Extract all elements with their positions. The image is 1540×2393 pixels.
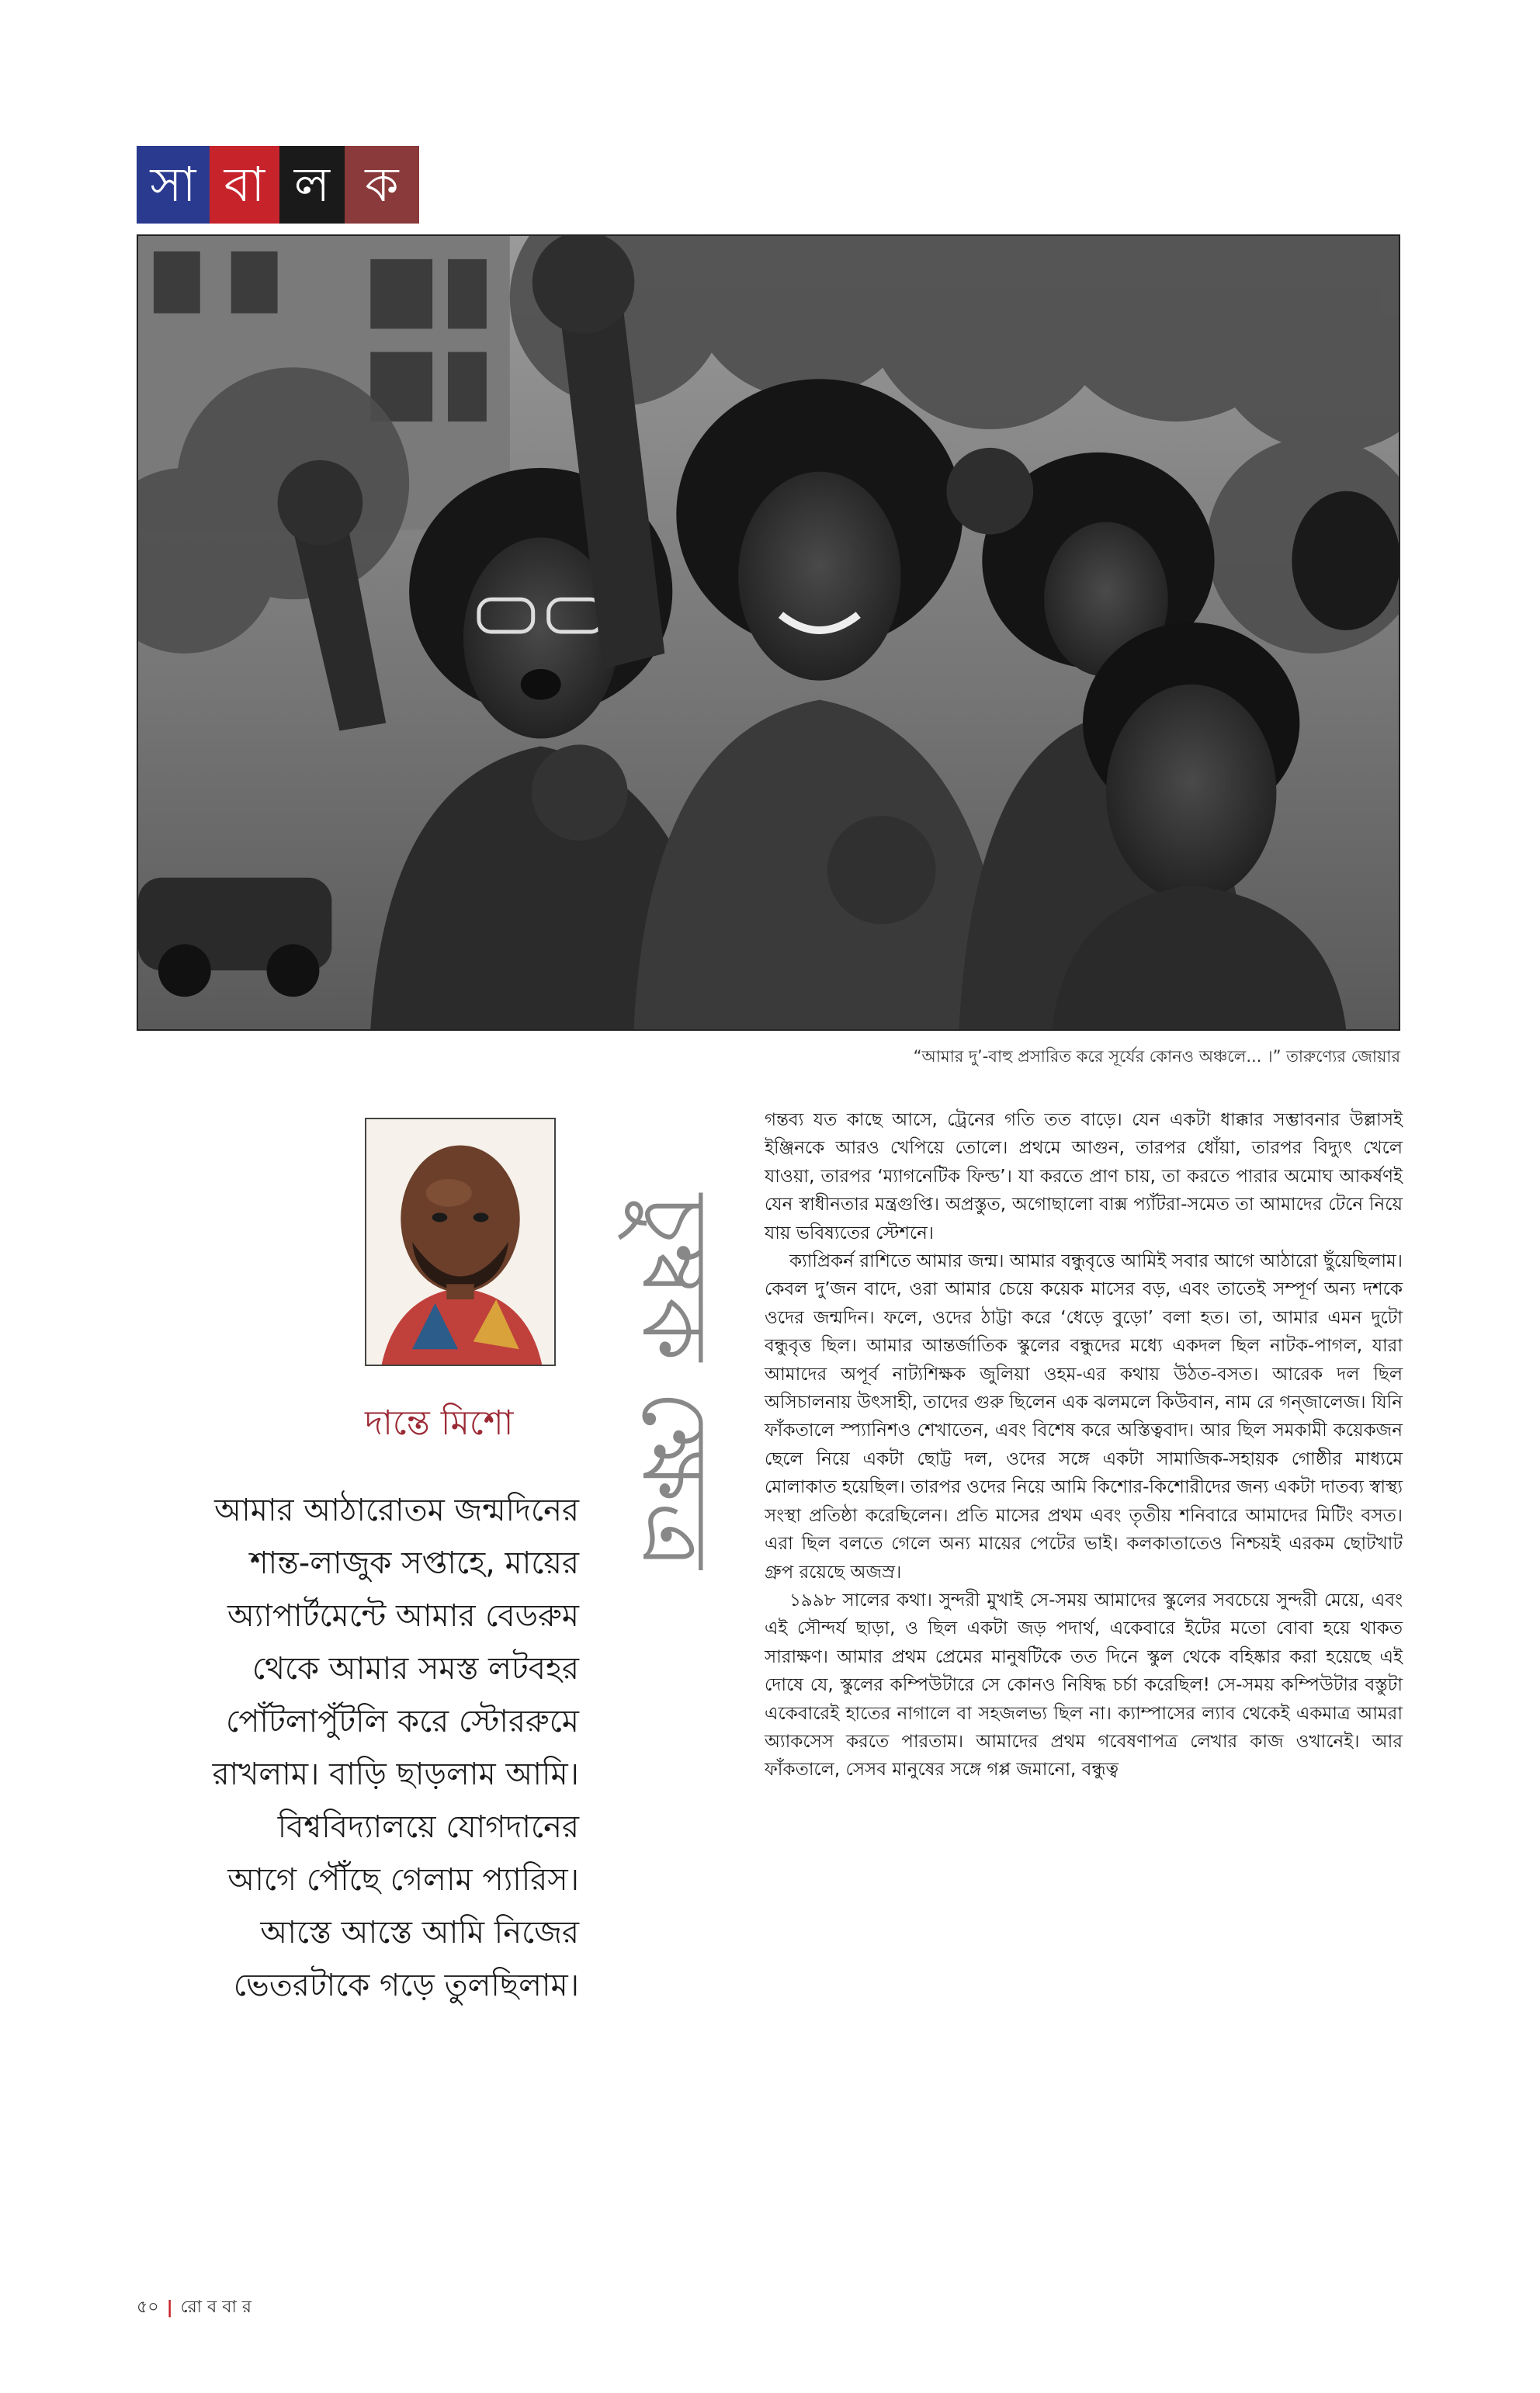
article-title: চুম্বক ক্ষেত্র — [622, 1194, 729, 1569]
author-portrait — [365, 1118, 556, 1366]
body-paragraph-3: ১৯৯৮ সালের কথা। সুন্দরী মুখাই সে-সময় আমাদের স্কুলের সবচেয়ে সুন্দরী মেয়ে, এবং এই সৌন্দর্য ছাড়া, ও ছিল একটা জড় পদার্থ, একেবারে ইটের মতো বোবা হয়ে থাকত সারাক্ষণ। আমার প্রথম প্রেমের মানুষটিকে তত দিনে স্কুল থেকে বহিষ্কার করা হয়েছে এই দোষে যে, স্কুলের কম্পিউটারে সে কোনও নিষিদ্ধ চর্চা করেছিল! সে-সময় কম্পিউটার বস্তুটা একেবারেই হাতের নাগালে বা সহজলভ্য ছিল না। ক্যাম্পাসের ল্যাব থেকেই একমাত্র আমরা অ্যাকসেস করতে পারতাম। আমাদের প্রথম গবেষণাপত্র লেখার কাজ ওখানেই। আর ফাঁকতালে, সেসব মানুষের সঙ্গে গপ্প জমানো, বন্ধুত্ব — [765, 1590, 1403, 1781]
magazine-name: রো ব বা র — [180, 2298, 251, 2317]
hero-photo — [137, 234, 1400, 1031]
caption-quote: “আমার দু’-বাহু প্রসারিত করে সূর্যের কোনও অঞ্চলে... ।” — [913, 1047, 1282, 1066]
author-name: দান্তে মিশো — [365, 1403, 514, 1443]
author-portrait-illustration — [366, 1119, 554, 1365]
article-body — [765, 1106, 1403, 1784]
logo-letter-3: ল — [279, 146, 345, 224]
photo-caption — [914, 1044, 1400, 1071]
logo-letter-1: সা — [137, 146, 210, 224]
body-paragraph-2: ক্যাপ্রিকর্ন রাশিতে আমার জন্ম। আমার বন্ধুবৃত্তে আমিই সবার আগে আঠারো ছুঁয়েছিলাম। কেবল দু’জন বাদে, ওরা আমার চেয়ে কয়েক মাসের বড়, এবং তাতেই সম্পূর্ণ অন্য দশকে ওদের জন্মদিন। ফলে, ওদের ঠাট্টা করে ‘ধেড়ে বুড়ো’ বলা হত। তা, আমার এমন দুটো বন্ধুবৃত্ত ছিল। আমার আন্তর্জাতিক স্কুলের বন্ধুদের মধ্যে একদল ছিল নাটক-পাগল, যারা আমাদের অপূর্ব নাট্যশিক্ষক জুলিয়া ওহম-এর কথায় উঠত-বসত। আরেক দল ছিল অসিচালনায় উৎসাহী, তাদের গুরু ছিলেন এক ঝলমলে কিউবান, নাম রে গন্‌জালেজ। যিনি ফাঁকতালে স্প্যানিশও শেখাতেন, এবং বিশেষ করে অস্তিত্ববাদ। আর ছিল সমকামী কয়েকজন ছেলে নিয়ে একটা ছোট্ট দল, ওদের সঙ্গে একটা সামাজিক-সহায়ক গোষ্ঠীর মাধ্যমে মোলাকাত হয়েছিল। তারপর ওদের নিয়ে আমি কিশোর-কিশোরীদের জন্য একটা দাতব্য স্বাস্থ্য সংস্থা প্রতিষ্ঠা করেছিলেন। প্রতি মাসের প্রথম এবং তৃতীয় শনিবারে আমাদের মিটিং বসত। এরা ছিল বলতে গেলে অন্য মায়ের পেটের ভাই। কলকাতাতেও নিশ্চয়ই এরকম ছোটখাট গ্রুপ রয়েছে অজস্র। — [765, 1251, 1403, 1583]
pull-quote: আমার আঠারোতম জন্মদিনের শান্ত-লাজুক সপ্তাহে, মায়ের অ্যাপার্টমেন্টে আমার বেডরুম থেকে আমার সমস্ত লটবহর পোঁটলাপুঁটলি করে স্টোররুমে রাখলাম। বাড়ি ছাড়লাম আমি। বিশ্ববিদ্যালয়ে যোগদানের আগে পৌঁছে গেলাম প্যারিস। আস্তে আস্তে আমি নিজের ভেতরটাকে গড়ে তুলছিলাম। — [212, 1493, 579, 2003]
section-logo — [137, 146, 419, 224]
protest-photo-illustration — [138, 236, 1399, 1029]
page-folio — [137, 2294, 251, 2322]
folio-separator: | — [166, 2298, 173, 2318]
page-number: ৫০ — [137, 2298, 159, 2317]
body-paragraph-1: গন্তব্য যত কাছে আসে, ট্রেনের গতি তত বাড়ে। যেন একটা ধাক্কার সম্ভাবনার উল্লাসই ইঞ্জিনকে আরও খেপিয়ে তোলে। প্রথমে আগুন, তারপর ধোঁয়া, তারপর বিদ্যুৎ খেলে যাওয়া, তারপর ‘ম্যাগনেটিক ফিল্ড’। যা করতে প্রাণ চায়, তা করতে পারার অমোঘ আকর্ষণই যেন স্বাধীনতার মন্ত্রগুপ্তি। অপ্রস্তুত, অগোছালো বাক্স প্যাঁটরা-সমেত তা আমাদের টেনে নিয়ে যায় ভবিষ্যতের স্টেশনে। — [765, 1110, 1403, 1243]
logo-letter-4: ক — [345, 146, 419, 224]
logo-letter-2: বা — [210, 146, 279, 224]
caption-tag: তারুণ্যের জোয়ার — [1286, 1047, 1400, 1066]
